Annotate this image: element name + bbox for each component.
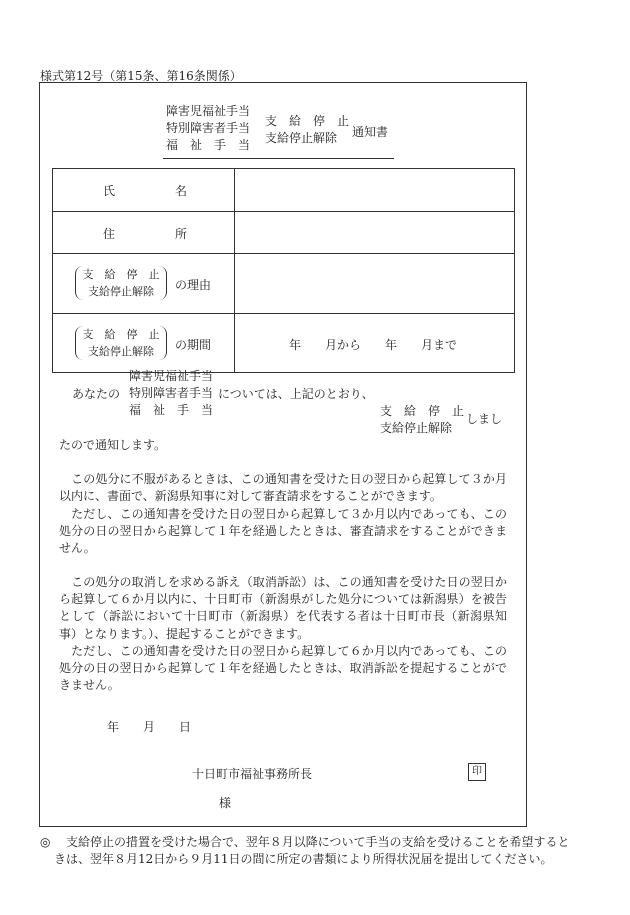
title-allowance-item: 障害児福祉手当 xyxy=(166,104,251,118)
address-label: 住 所 xyxy=(103,227,188,241)
footnote-mark: ◎ xyxy=(40,835,51,849)
addressee-honorific: 様 xyxy=(219,796,232,810)
paragraph-appeal-limit: ただし、この通知書を受けた日の翌日から起算して３か月以内であっても、この処分の日の翌日から起算して１年を経過したときは、審査請求をすることができません。 xyxy=(59,507,507,556)
issuer-name: 十日町市福祉事務所長 xyxy=(192,767,313,781)
title-action-list xyxy=(265,113,349,147)
title-underline xyxy=(163,158,394,159)
title-suffix: 通知書 xyxy=(352,125,389,139)
period-bracket-line: 支給停止解除 xyxy=(88,345,154,358)
title-allowance-item: 福 祉 手 当 xyxy=(166,138,251,152)
notice-prefix: あなたの xyxy=(72,387,121,401)
reason-bracket xyxy=(75,266,167,300)
period-value[interactable]: 年 月から 年 月まで xyxy=(289,338,458,352)
notice-action-item: 支給停止解除 xyxy=(380,421,453,435)
paragraph-lawsuit: この処分の取消しを求める訴え（取消訴訟）は、この通知書を受けた日の翌日から起算して６か月以内に、十日町市（新潟県がした処分については新潟県）を被告として（訴訟において十日町市（新潟県）を代表する者は十日町市長（新潟県知事）となります。）、提起することができます。 xyxy=(59,575,507,641)
reason-bracket-line: 支 給 停 止 xyxy=(82,268,160,281)
table-row-address xyxy=(53,211,514,254)
notice-action-list xyxy=(380,403,464,437)
notice-middle: については、上記のとおり、 xyxy=(218,387,374,401)
form-number: 様式第12号（第15条、第16条関係） xyxy=(40,69,242,83)
name-label: 氏 名 xyxy=(103,184,188,198)
period-bracket xyxy=(75,326,167,360)
notice-allowance-item: 障害児福祉手当 xyxy=(129,369,214,383)
title-action-item: 支 給 停 止 xyxy=(265,114,350,128)
table-row-name xyxy=(53,169,514,211)
table-row-reason xyxy=(53,253,514,314)
notice-end: しまし xyxy=(466,412,503,426)
period-bracket-line: 支 給 停 止 xyxy=(82,328,160,341)
reason-label: の理由 xyxy=(175,278,212,292)
paragraph-lawsuit-limit: ただし、この通知書を受けた日の翌日から起算して６か月以内であっても、この処分の日の翌日から起算して１年を経過したときは、取消訴訟を提起することができません。 xyxy=(59,644,507,693)
date-line[interactable]: 年 月 日 xyxy=(107,720,192,734)
paragraph-appeal: この処分に不服があるときは、この通知書を受けた日の翌日から起算して３か月以内に、書面で、新潟県知事に対して審査請求をすることができます。 xyxy=(59,472,507,504)
footnote-line-2: きは、翌年８月12日から９月11日の間に所定の書類により所得状況届を提出してください。 xyxy=(54,852,553,866)
info-table xyxy=(52,168,515,373)
footnote-line-1: 支給停止の措置を受けた場合で、翌年８月以降について手当の支給を受けることを希望すると xyxy=(66,835,570,849)
notice-action-item: 支 給 停 止 xyxy=(380,404,465,418)
notice-allowance-item: 特別障害者手当 xyxy=(129,386,214,400)
title-allowance-list xyxy=(166,103,250,154)
seal-mark: 印 xyxy=(468,763,486,781)
notice-continuation: たので通知します。 xyxy=(59,438,167,452)
notice-allowance-item: 福 祉 手 当 xyxy=(129,403,214,417)
period-label: の期間 xyxy=(175,338,212,352)
table-row-period xyxy=(53,313,514,373)
notice-allowance-list xyxy=(129,368,213,419)
title-action-item: 支給停止解除 xyxy=(265,131,338,145)
title-allowance-item: 特別障害者手当 xyxy=(166,121,251,135)
reason-bracket-line: 支給停止解除 xyxy=(88,285,154,298)
